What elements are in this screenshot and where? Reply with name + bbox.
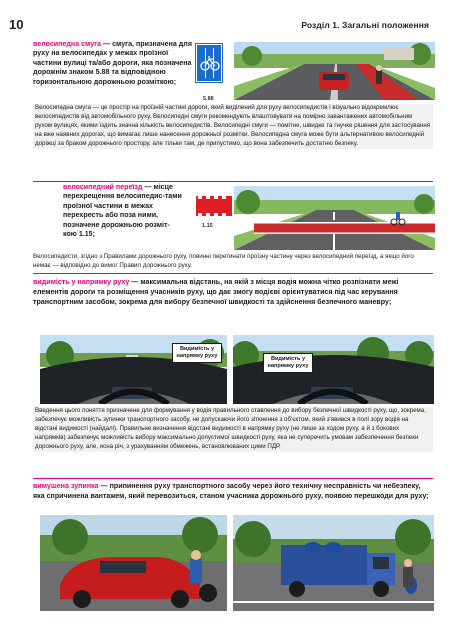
bicycle-icon: [197, 45, 223, 83]
visibility-note: Введення цього поняття призначене для формування у водія правильного ставлення до вибору безпечної швидкості руху, що, зокрема, забезпечує можливість зупинки транспортного засобу, не допускаючи його зіткнення з об'єктом, який з'явився в полі зору водія на відстані видимості (найдалі). Правильне визначення відстані видимості в напрямку руху (не лише за ходом руху, а й з бокових напрямків) забезпечує можливість вибору максимально допустимої швидкості руху, яка не суперечить умовам забезпечення безпеки дорожнього руху, але, ясна річ, з урахуванням обмежень, встановлюваних цими ПДР.: [33, 407, 433, 452]
divider: [33, 273, 433, 274]
bike-crossing-photo: [234, 186, 435, 250]
bike-lane-sign: [196, 44, 222, 82]
visibility-definition: [33, 278, 433, 307]
bike-crossing-term: велосипедний переїзд: [63, 183, 143, 191]
forced-stop-definition: [33, 482, 433, 502]
visibility-callout-left: Видимість у напрямку руху: [172, 343, 222, 363]
divider: [33, 181, 433, 182]
bike-crossing-definition-text-1: — місце: [142, 183, 173, 191]
crossing-marking-icon: [196, 196, 232, 216]
forced-stop-photo-left: [40, 515, 227, 611]
divider: [33, 478, 433, 479]
visibility-term: видимість у напрямку руху: [33, 278, 130, 286]
page-header: [0, 0, 453, 36]
forced-stop-term: вимушена зупинка: [33, 482, 99, 490]
forced-stop-photo-right: [233, 515, 434, 611]
visibility-photo-left: [40, 335, 227, 404]
sign-caption: 5.88: [203, 96, 214, 102]
visibility-callout-right: Видимість у напрямку руху: [263, 353, 313, 373]
visibility-definition-text: — максимальна відстань, на якій з місця водія можна чітко розпізнати межі елементів дороги та розміщення учасників руху, що дає змогу водієві орієнтуватися під час керування транспортним засобом, зокрема для вибору безпечної швидкості та здійснення безпечного маневру;: [33, 278, 399, 306]
bike-lane-definition: [33, 40, 193, 87]
bike-lane-definition-text: — смуга, призначена для руху на велосипедах у межах проїзної частини вулиці та/або дороги, яка позначена дорожнім знаком 5.88 та відповідною горизонтальною дорожньою розміткою;: [33, 40, 192, 86]
bike-crossing-note: Велосипедисти, згідно з Правилами дорожнього руху, повинні перетинати проїзну частину через велосипедний переїзд, а якщо його немає — відповідно до вимог Правил дорожнього руху.: [33, 253, 414, 269]
bike-lane-photo: [234, 42, 435, 100]
visibility-photo-right: [233, 335, 434, 404]
forced-stop-definition-text: — припинення руху транспортного засобу через його технічну несправність чи небезпеку, яка спричинена вантажем, який перевозиться, станом учасника дорожнього руху, появою перешкоди для руху;: [33, 482, 429, 500]
bike-crossing-definition-text-2: перехрещення велосипедис-тами проїзної частини в межах перехресть або поза ними, позначене дорожньою розміт-кою 1.15;: [63, 192, 182, 239]
bike-crossing-definition: [33, 183, 183, 239]
section-title: Розділ 1. Загальні положення: [301, 20, 429, 30]
bike-lane-term: велосипедна смуга: [33, 40, 102, 48]
marking-caption: 1.15: [202, 223, 213, 229]
bike-lane-note: Велосипедна смуга — це простір на проїзній частині дороги, який виділений для руху велосипедистів і візуально відокремлює велосипедистів від автомобільного руху. Велосипедні смуги рекомендують влаштовувати на помірно завантажених автомобільним рухом вулицях, якими їздить значна кількість велосипедистів. Велосипедні смуги — помітне, швидке та гнучке рішення для застосування на вже наявних дорогах, що вимагає лише нанесення дорожньої розмітки. Велосипедна смуга може бути альтернативою велосипедній доріжці за браком дорожнього простору, але тільки там, де припустимо, що вона забезпечить достатню безпеку.: [33, 104, 433, 149]
page-number: 10: [9, 17, 24, 32]
